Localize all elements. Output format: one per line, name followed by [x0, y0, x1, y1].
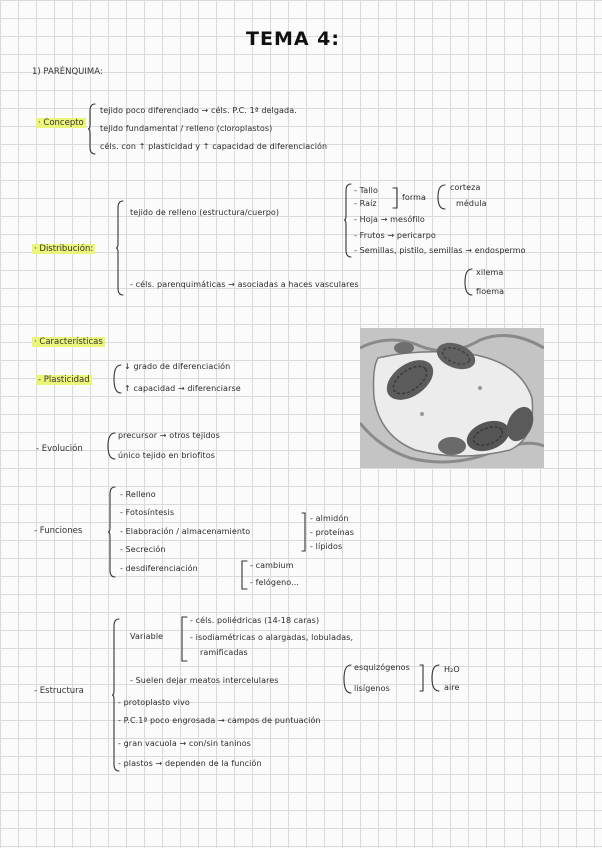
tejido-relleno: tejido de relleno (estructura/cuerpo) — [130, 208, 280, 217]
concepto-brace — [88, 103, 96, 155]
concepto-line-3: céls. con ↑ plasticidad y ↑ capacidad de diferenciación — [100, 142, 328, 151]
caracteristicas-label: · Características — [34, 337, 103, 347]
funciones-label: - Funciones — [34, 526, 83, 536]
protoplasto-line: - protoplasto vivo — [118, 698, 190, 707]
plasticidad-line-2: ↑ capacidad → diferenciarse — [124, 384, 241, 393]
desdif-cambium: - cambium — [250, 561, 294, 570]
esquizogenos-label: esquizógenos — [354, 663, 410, 672]
contenido-brace — [430, 664, 440, 692]
meatos-line: - Suelen dejar meatos intercelulares — [130, 676, 279, 685]
funcion-secrecion: - Secreción — [120, 545, 166, 554]
funcion-fotosintesis: - Fotosíntesis — [120, 508, 175, 517]
corteza-label: corteza — [450, 183, 481, 192]
variable-label: Variable — [130, 632, 164, 641]
plasticidad-brace — [112, 364, 122, 394]
semillas-label: - Semillas, pistilo, semillas → endospermo — [354, 246, 526, 255]
meatos-brace — [342, 664, 352, 694]
almacen-proteinas: - proteínas — [310, 528, 355, 537]
cels-parenquimaticas: - céls. parenquimáticas → asociadas a haces vasculares — [130, 280, 359, 289]
vacuola-line: - gran vacuola → con/sin taninos — [118, 739, 251, 748]
medula-label: médula — [456, 199, 487, 208]
variable-line-2: - isodiamétricas o alargadas, lobuladas, — [190, 633, 354, 642]
aire-label: aire — [444, 683, 460, 692]
almacen-lipidos: - lípidos — [310, 542, 343, 551]
evolucion-line-1: precursor → otros tejidos — [118, 431, 220, 440]
forma-brace — [436, 184, 446, 210]
variable-line-1: - céls. poliédricas (14-18 caras) — [190, 616, 320, 625]
funciones-brace — [108, 486, 116, 578]
almacen-almidon: - almidón — [310, 514, 349, 523]
evolucion-brace — [106, 432, 116, 460]
variable-line-3: ramificadas — [200, 648, 248, 657]
concepto-line-2: tejido fundamental / relleno (cloroplastos) — [100, 124, 273, 133]
estructura-label: - Estructura — [34, 686, 84, 696]
xilema-label: xilema — [476, 268, 504, 277]
almacen-bracket — [302, 512, 308, 552]
variable-bracket — [180, 616, 188, 662]
raiz-label: - Raíz — [354, 199, 377, 208]
forma-label: forma — [402, 193, 427, 202]
floema-label: floema — [476, 287, 505, 296]
tallo-label: - Tallo — [354, 186, 378, 195]
distribucion-label: · Distribución: — [34, 244, 94, 254]
plastos-line: - plastos → dependen de la función — [118, 759, 262, 768]
estructura-brace — [112, 618, 120, 772]
desdif-felogeno: - felógeno... — [250, 578, 300, 587]
lisigenos-label: lisígenos — [354, 684, 390, 693]
funcion-desdiferenciacion: - desdiferenciación — [120, 564, 198, 573]
distribucion-brace — [116, 200, 124, 296]
plasticidad-line-1: ↓ grado de diferenciación — [124, 362, 231, 371]
funcion-relleno: - Relleno — [120, 490, 156, 499]
page-title: TEMA 4: — [246, 28, 340, 50]
concepto-line-1: tejido poco diferenciado → céls. P.C. 1ª delgada. — [100, 106, 297, 115]
h2o-label: H₂O — [444, 665, 460, 674]
section-heading: 1) PARÉNQUIMA: — [32, 67, 103, 77]
desdif-bracket — [240, 560, 248, 590]
haces-brace — [463, 268, 473, 296]
hoja-label: - Hoja → mesófilo — [354, 215, 425, 224]
micrograph-image — [360, 328, 544, 468]
frutos-label: - Frutos → pericarpo — [354, 231, 436, 240]
evolucion-line-2: único tejido en briofitos — [118, 451, 215, 460]
pc-line: - P.C.1ª poco engrosada → campos de puntuación — [118, 716, 321, 725]
tallo-raiz-bracket — [393, 187, 399, 209]
organos-brace — [344, 183, 352, 258]
evolucion-label: - Evolución — [36, 444, 83, 454]
plasticidad-label: - Plasticidad — [38, 375, 90, 385]
funcion-almacenamiento: - Elaboración / almacenamiento — [120, 527, 251, 536]
concepto-label: · Concepto — [38, 118, 84, 128]
meatos-bracket — [420, 664, 426, 692]
